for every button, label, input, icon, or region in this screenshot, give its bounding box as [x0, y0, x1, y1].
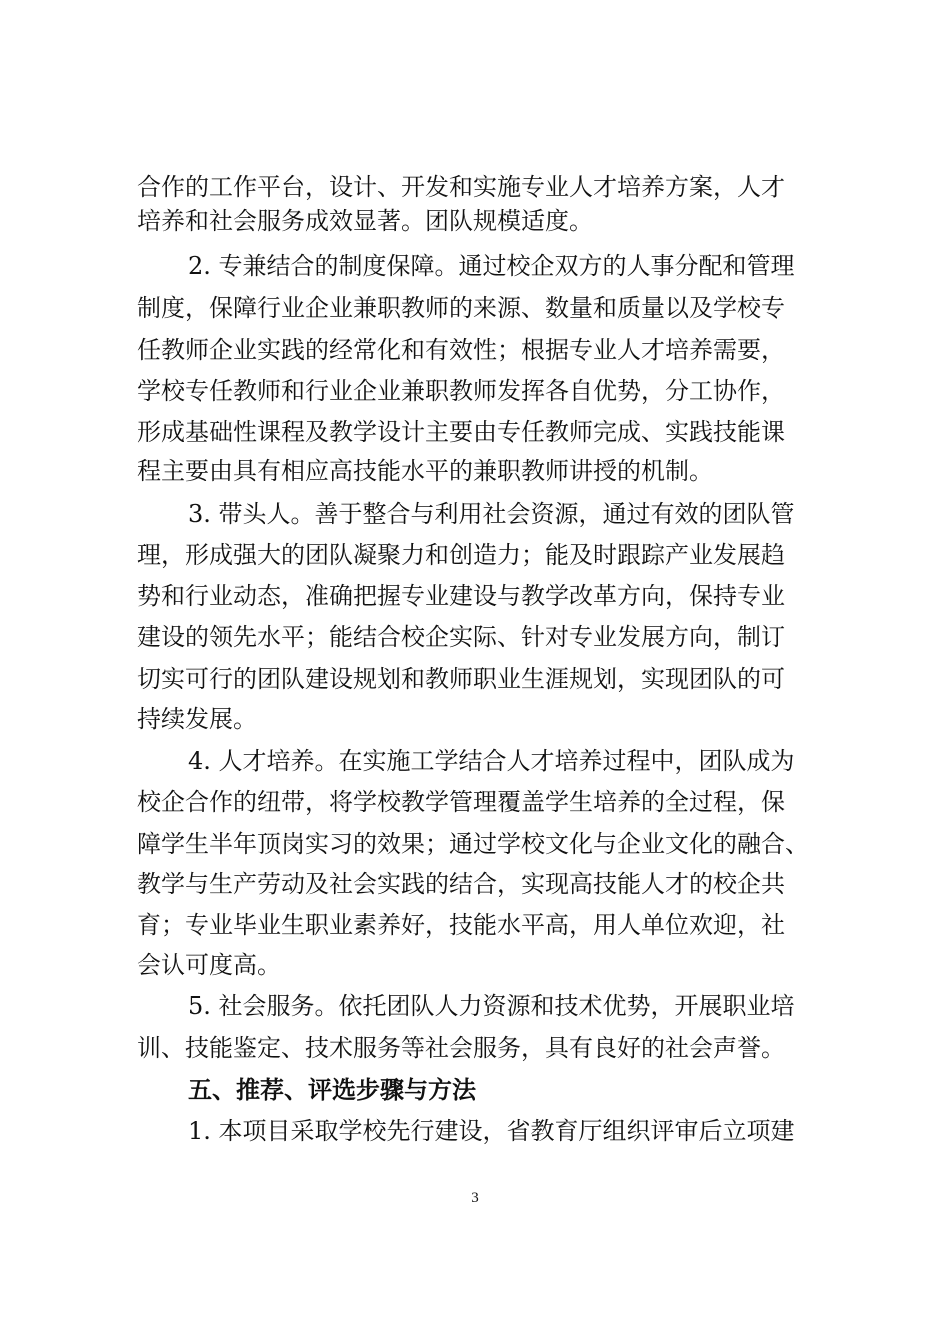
text-line: 育；专业毕业生职业素养好，技能水平高，用人单位欢迎，社	[137, 911, 785, 939]
text-line: 教学与生产劳动及社会实践的结合，实现高技能人才的校企共	[137, 870, 785, 898]
text-line: 切实可行的团队建设规划和教师职业生涯规划，实现团队的可	[137, 665, 785, 693]
text-line: 制度，保障行业企业兼职教师的来源、数量和质量以及学校专	[137, 294, 785, 322]
text-line: 训、技能鉴定、技术服务等社会服务，具有良好的社会声誉。	[137, 1034, 785, 1062]
text-line: 校企合作的纽带，将学校教学管理覆盖学生培养的全过程，保	[137, 788, 785, 816]
paragraph-2-start: 2. 专兼结合的制度保障。通过校企双方的人事分配和管理	[188, 252, 795, 280]
text-line: 持续发展。	[137, 705, 257, 733]
section-heading: 五、推荐、评选步骤与方法	[188, 1076, 476, 1104]
text-line: 会认可度高。	[137, 951, 281, 979]
text-line: 学校专任教师和行业企业兼职教师发挥各自优势，分工协作，	[137, 377, 785, 405]
text-line: 合作的工作平台，设计、开发和实施专业人才培养方案，人才	[137, 173, 785, 201]
text-line: 程主要由具有相应高技能水平的兼职教师讲授的机制。	[137, 457, 713, 485]
paragraph-4-start: 4. 人才培养。在实施工学结合人才培养过程中，团队成为	[188, 747, 795, 775]
text-line: 形成基础性课程及教学设计主要由专任教师完成、实践技能课	[137, 418, 785, 446]
paragraph-5-1-start: 1. 本项目采取学校先行建设，省教育厅组织评审后立项建	[188, 1117, 795, 1145]
text-line: 势和行业动态，准确把握专业建设与教学改革方向，保持专业	[137, 582, 785, 610]
paragraph-3-start: 3. 带头人。善于整合与利用社会资源，通过有效的团队管	[188, 500, 795, 528]
text-line: 建设的领先水平；能结合校企实际、针对专业发展方向，制订	[137, 623, 785, 651]
page-number: 3	[471, 1190, 479, 1206]
paragraph-5-start: 5. 社会服务。依托团队人力资源和技术优势，开展职业培	[188, 992, 795, 1020]
text-line: 理，形成强大的团队凝聚力和创造力；能及时跟踪产业发展趋	[137, 541, 785, 569]
text-line: 障学生半年顶岗实习的效果；通过学校文化与企业文化的融合、	[137, 830, 809, 858]
text-line: 任教师企业实践的经常化和有效性；根据专业人才培养需要，	[137, 336, 785, 364]
text-line: 培养和社会服务成效显著。团队规模适度。	[137, 207, 593, 235]
